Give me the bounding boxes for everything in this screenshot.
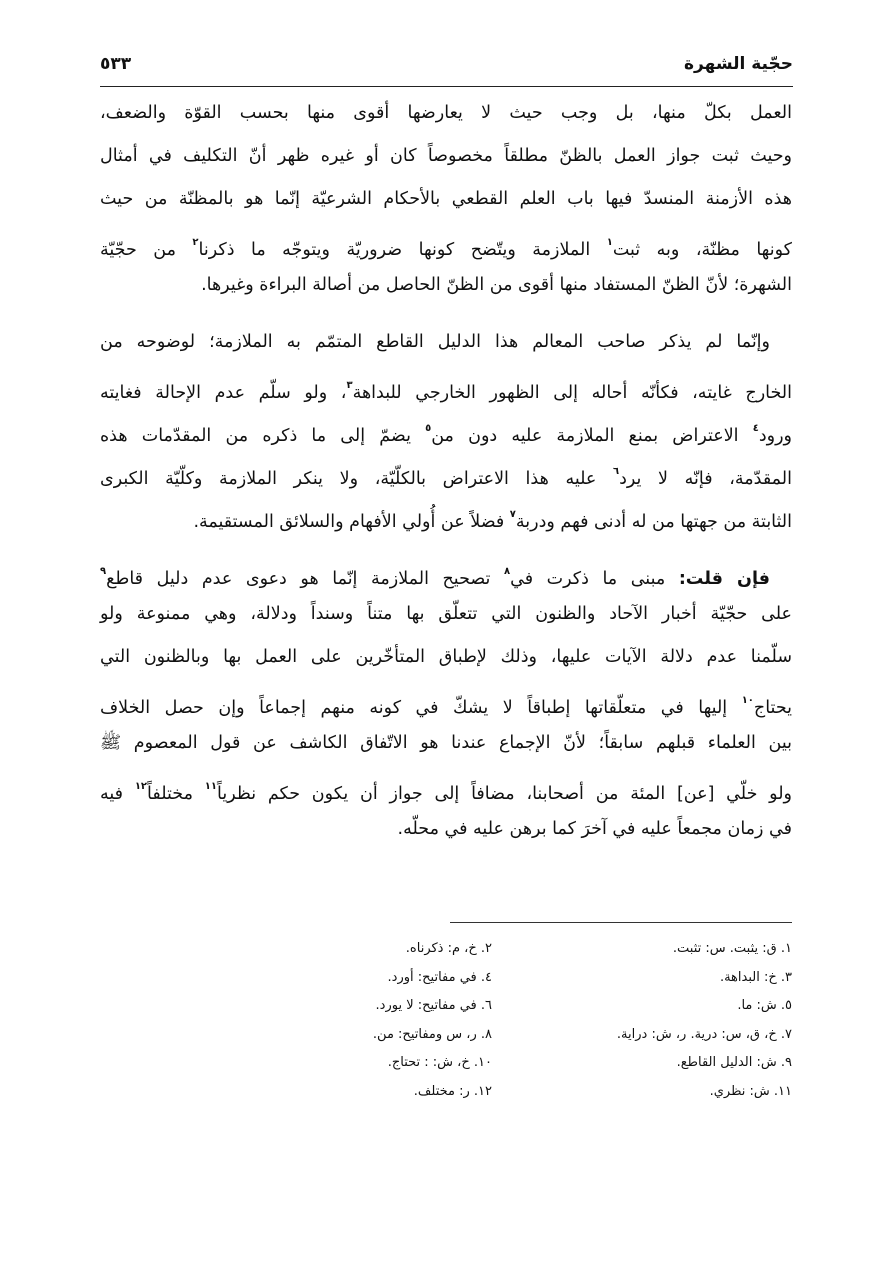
text-segment: الخارج غايته، فكأنّه أحاله إلى الظهور الخارجي للبداهة xyxy=(352,383,792,403)
text-line xyxy=(100,808,792,851)
text-segment: في زمان مجمعاً عليه في آخرَ كما برهن عليه في محلّه. xyxy=(397,819,792,839)
text-segment: كونها مظنّة، وبه ثبت xyxy=(612,240,792,260)
footnote-marker: ١٢ xyxy=(134,781,148,792)
footnote-item: ٥. ش: ما. xyxy=(737,998,792,1013)
text-segment: بين العلماء قبلهم سابقاً؛ لأنّ الإجماع عندنا هو الاتّفاق الكاشف عن قول المعصوم ﷺ xyxy=(100,733,792,753)
text-segment: عليه هذا الاعتراض بالكلّيّة، ولا ينكر الملازمة وكلّيّة الكبرى xyxy=(100,469,613,489)
footnote-marker: ١٠ xyxy=(741,695,754,706)
text-segment: ولو خلّي [عن] المئة من أصحابنا، مضافاً إلى جواز أن يكون حكم نظرياً xyxy=(217,784,793,804)
footnote-marker: ٥ xyxy=(425,423,432,434)
footnote-item: ٣. خ: البداهة. xyxy=(719,969,792,985)
text-segment: تصحيح الملازمة إنّما هو دعوى عدم دليل قاطع xyxy=(106,569,504,589)
footnote-marker: ٨ xyxy=(504,566,511,577)
header-divider xyxy=(100,86,793,87)
text-line xyxy=(100,493,792,536)
text-segment: الشهرة؛ لأنّ الظنّ المستفاد منها أقوى من الظنّ الحاصل من أصالة البراءة وغيرها. xyxy=(201,275,792,295)
text-line xyxy=(100,178,792,221)
footnote-item: ٩. ش: الدليل القاطع. xyxy=(676,1055,792,1070)
text-line xyxy=(100,722,792,765)
footnote-item: ٤. في مفاتيح: أورد. xyxy=(387,969,492,985)
footnote-item: ١٠. خ، ش: : تحتاج. xyxy=(387,1055,492,1070)
text-segment: المقدّمة، فإنّه لا يرد xyxy=(619,469,792,489)
text-segment: وإنّما لم يذكر صاحب المعالم هذا الدليل القاطع المتمّم به الملازمة؛ لوضوحه من xyxy=(100,332,770,352)
text-segment: العمل بكلّ منها، بل وجب حيث لا يعارضها أقوى منها بحسب القوّة والضعف، xyxy=(100,103,792,123)
text-line xyxy=(100,550,792,593)
text-line xyxy=(100,221,792,264)
footnote-marker: ٢ xyxy=(192,237,199,248)
footnote-marker: ٤ xyxy=(752,423,759,434)
footnote-item: ٧. خ، ق، س: درية. ر، ش: دراية. xyxy=(616,1026,792,1042)
footnote-item: ١٢. ر: مختلف. xyxy=(413,1083,492,1099)
text-segment: سلّمنا عدم دلالة الآيات عليها، وذلك لإطباق المتأخّرين على العمل بها وبالظنون التي xyxy=(100,647,792,667)
paragraph xyxy=(100,550,792,851)
text-segment: مختلفاً xyxy=(147,784,205,804)
footnote-marker: ١١ xyxy=(204,781,217,792)
text-segment: ورود xyxy=(758,426,792,446)
text-line xyxy=(100,765,792,808)
text-segment: فضلاً عن أُولي الأفهام والسلائق المستقيمة. xyxy=(193,512,510,532)
text-line xyxy=(100,321,792,364)
text-segment: هذه الأزمنة المنسدّ فيها باب العلم القطعي بالأحكام الشرعيّة إنّما هو بالمظنّة من حيث xyxy=(100,189,792,209)
text-segment: إليها في متعلّقاتها إطباقاً لا يشكّ في كونه منهم إجماعاً وإن حصل الخلاف xyxy=(100,698,742,718)
footnote-divider xyxy=(450,922,792,923)
text-line xyxy=(100,407,792,450)
text-line xyxy=(100,679,792,722)
page-number: ٥٣٣ xyxy=(100,54,132,74)
text-segment: من حجّيّة xyxy=(100,240,193,260)
text-line xyxy=(100,364,792,407)
footnote-item: ١. ق: يثبت. س: تثبت. xyxy=(672,941,792,956)
text-line xyxy=(100,92,792,135)
text-segment: على حجّيّة أخبار الآحاد والظنون التي تتعلّق بها متناً وسنداً ودلالة، وهي ممنوعة ولو xyxy=(100,604,792,624)
footnote-marker: ٩ xyxy=(100,566,107,577)
footnotes-right-column xyxy=(617,935,792,1106)
text-line xyxy=(100,636,792,679)
text-line xyxy=(100,264,792,307)
footnote-marker: ٣ xyxy=(346,380,353,391)
text-segment: الملازمة ويتّضح كونها ضروريّة ويتوجّه ما ذكرنا xyxy=(198,240,607,260)
text-segment: الثابتة من جهتها من له أدنى فهم ودربة xyxy=(515,512,792,532)
footnote-marker: ٧ xyxy=(509,509,516,520)
footnote-item: ٢. خ، م: ذكرناه. xyxy=(405,941,492,956)
text-line xyxy=(100,135,792,178)
footnote-marker: ٦ xyxy=(612,466,620,477)
main-text xyxy=(100,92,792,865)
footnote-item: ٨. ر، س ومفاتيح: من. xyxy=(372,1026,492,1042)
footnote-marker: ١ xyxy=(606,237,613,248)
bold-lead-in: فإن قلت: xyxy=(678,569,770,589)
footnotes-left-column xyxy=(373,935,492,1106)
text-line xyxy=(100,450,792,493)
text-line xyxy=(100,593,792,636)
paragraph xyxy=(100,321,792,536)
text-segment: فيه xyxy=(100,784,135,804)
text-segment: يحتاج xyxy=(753,698,792,718)
text-segment: ، ولو سلّم عدم الإحالة فغايته xyxy=(100,383,347,403)
footnote-item: ٦. في مفاتيح: لا يورد. xyxy=(375,998,492,1013)
footnote-item: ١١. ش: نظري. xyxy=(709,1083,792,1099)
running-title: حجّية الشهرة xyxy=(683,54,793,74)
paragraph xyxy=(100,92,792,307)
text-segment: مبنى ما ذكرت في xyxy=(510,569,679,589)
text-segment: وحيث ثبت جواز العمل بالظنّ مطلقاً مخصوصاً كان أو غيره ظهر أنّ التكليف في أمثال xyxy=(100,146,792,166)
running-header xyxy=(100,52,793,82)
text-segment: يضمّ إلى ما ذكره من المقدّمات هذه xyxy=(100,426,426,446)
text-segment: الاعتراض بمنع الملازمة عليه دون من xyxy=(431,426,753,446)
